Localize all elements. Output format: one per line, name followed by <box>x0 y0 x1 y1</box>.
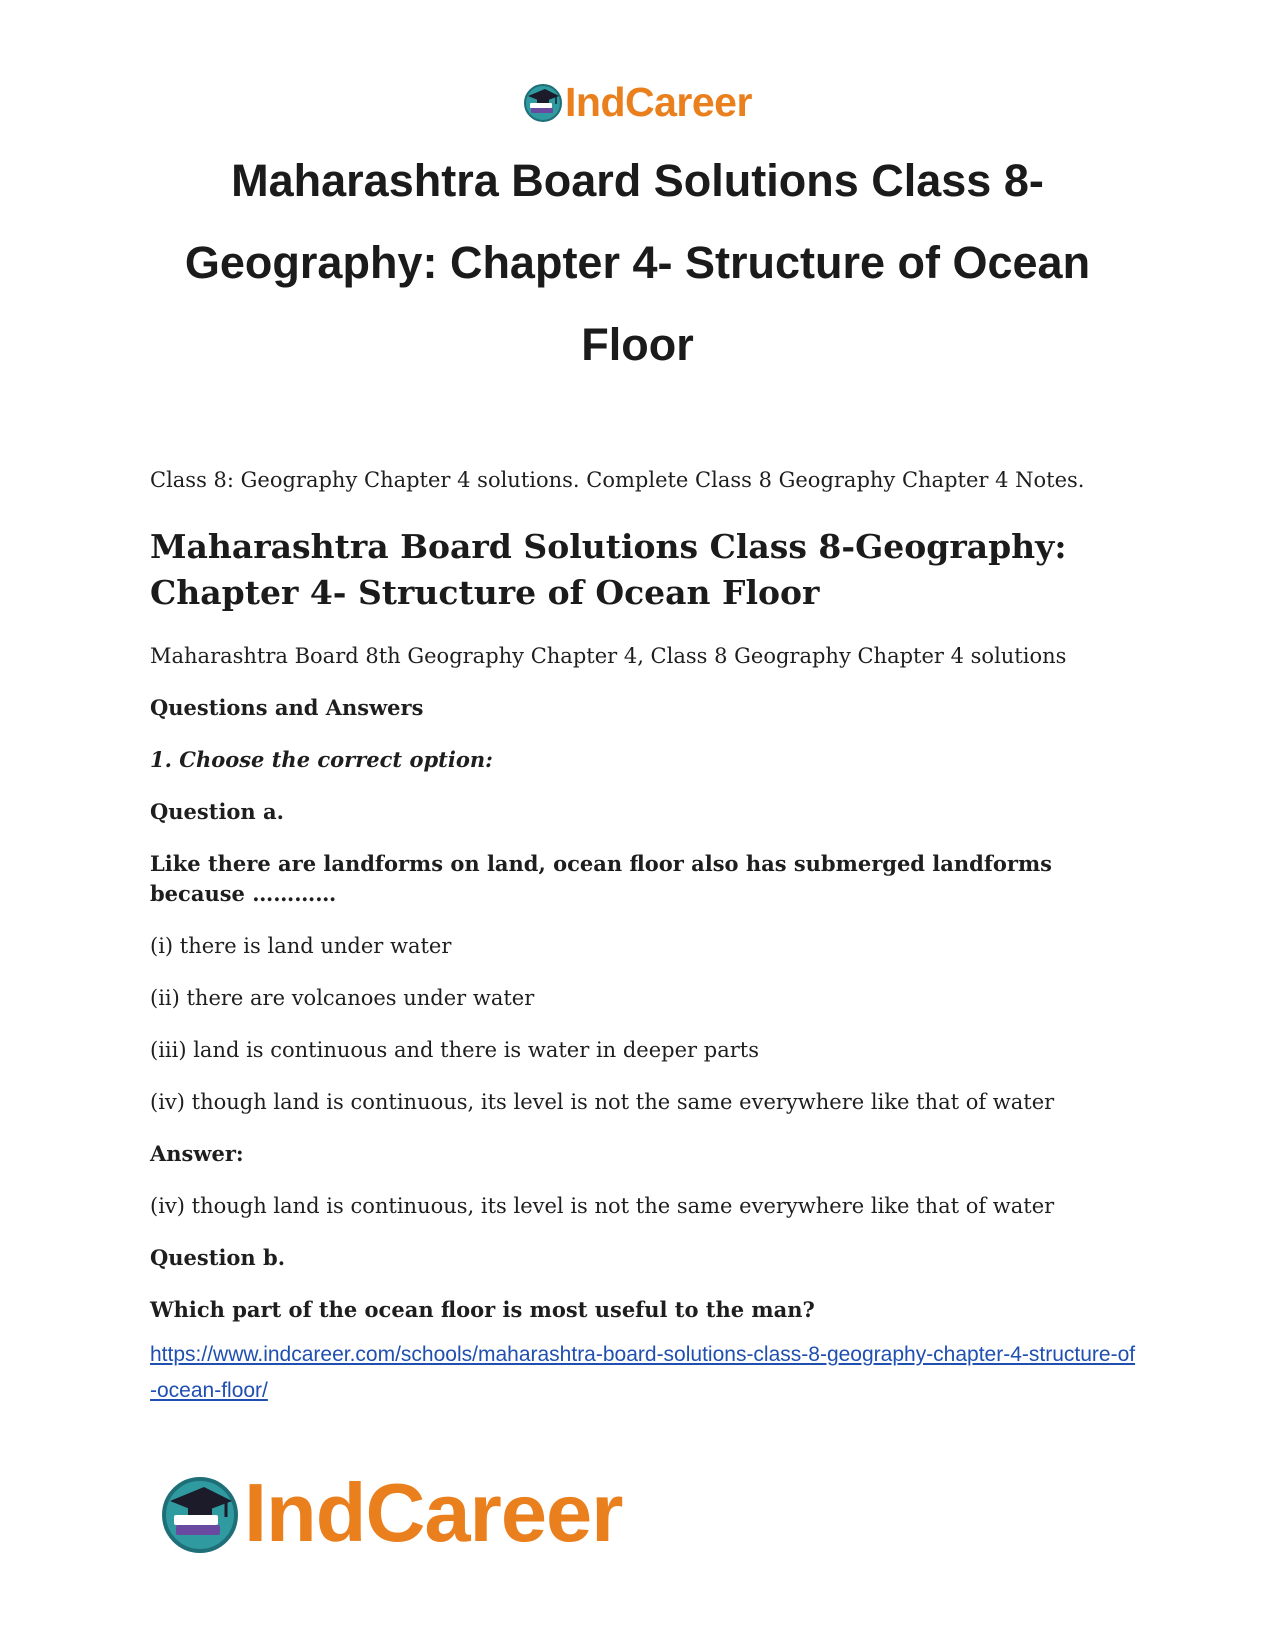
graduation-cap-icon <box>160 1473 240 1553</box>
option-ii: (ii) there are volcanoes under water <box>150 986 535 1010</box>
option-i: (i) there is land under water <box>150 934 452 958</box>
answer-label: Answer: <box>150 1141 244 1166</box>
question-b-label: Question b. <box>150 1245 286 1270</box>
source-link[interactable]: https://www.indcareer.com/schools/maharashtra-board-solutions-class-8-geography-chapter-4-structure-of-ocean-floor/ <box>150 1343 1136 1402</box>
exercise-heading: 1. Choose the correct option: <box>150 747 493 772</box>
intro-text: Class 8: Geography Chapter 4 solutions. Complete Class 8 Geography Chapter 4 Notes. <box>150 468 1085 492</box>
brand-wordmark: IndCareer <box>565 78 752 125</box>
subtitle-text: Maharashtra Board 8th Geography Chapter 4, Class 8 Geography Chapter 4 solutions <box>150 644 1067 668</box>
question-a-text: Like there are landforms on land, ocean floor also has submerged landforms because ………… <box>150 851 1052 906</box>
question-a-label: Question a. <box>150 799 284 824</box>
answer-text: (iv) though land is continuous, its level is not the same everywhere like that of water <box>150 1194 1055 1218</box>
footer-logo <box>160 1465 622 1561</box>
graduation-cap-icon <box>523 82 563 122</box>
page-title: Maharashtra Board Solutions Class 8-Geography: Chapter 4- Structure of Ocean Floor <box>184 155 1091 370</box>
option-iv: (iv) though land is continuous, its level is not the same everywhere like that of water <box>150 1090 1055 1114</box>
question-b-text: Which part of the ocean floor is most useful to the man? <box>150 1297 815 1322</box>
article-heading: Maharashtra Board Solutions Class 8-Geography: Chapter 4- Structure of Ocean Floor <box>150 527 1067 612</box>
brand-wordmark: IndCareer <box>244 1466 623 1559</box>
header-logo <box>0 78 1275 126</box>
article-body <box>150 465 1140 1409</box>
section-heading: Questions and Answers <box>150 695 424 720</box>
option-iii: (iii) land is continuous and there is water in deeper parts <box>150 1038 759 1062</box>
